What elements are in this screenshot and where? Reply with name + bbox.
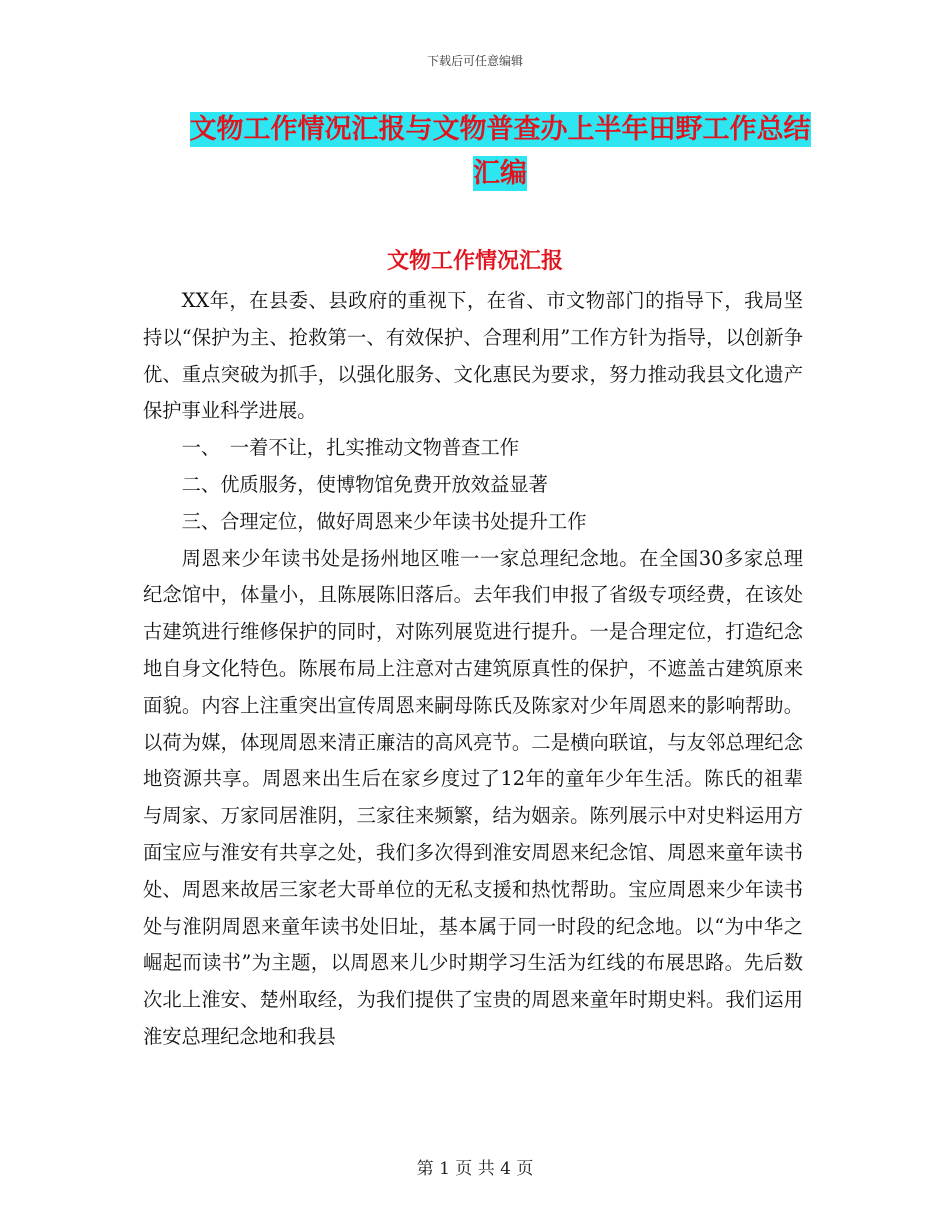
heading-item-1: 一、 一着不让，扎实推动文物普查工作 (181, 436, 520, 460)
title-line-1: 文物工作情况汇报与文物普查办上半年田野工作总结 (189, 114, 811, 145)
page-header: 下载后可任意编辑 (426, 54, 523, 68)
heading-item-2: 二、优质服务，使博物馆免费开放效益显著 (181, 472, 548, 496)
document-title (140, 108, 860, 196)
paragraph-intro: XX年，在县委、县政府的重视下，在省、市文物部门的指导下，我局坚持以“保护为主、抢救第一、有效保护、合理利用”工作方针为指导，以创新争优、重点突破为抓手，以强化服务、文化惠民为要求，努力推动我县文化遗产保护事业科学进展。 (143, 289, 803, 423)
page-footer: 第 1 页 共 4 页 (416, 1159, 534, 1179)
title-line-2: 汇编 (473, 158, 527, 189)
paragraph-detail: 周恩来少年读书处是扬州地区唯一一家总理纪念地。在全国30多家总理纪念馆中，体量小，且陈展陈旧落后。去年我们申报了省级专项经费，在该处古建筑进行维修保护的同时，对陈列展览进行提升。一是合理定位，打造纪念地自身文化特色。陈展布局上注意对古建筑原真性的保护，不遮盖古建筑原来面貌。内容上注重突出宣传周恩来嗣母陈氏及陈家对少年周恩来的影响帮助。以荷为媒，体现周恩来清正廉洁的高风亮节。二是横向联谊，与友邻总理纪念地资源共享。周恩来出生后在家乡度过了12年的童年少年生活。陈氏的祖辈与周家、万家同居淮阴，三家往来频繁，结为姻亲。陈列展示中对史料运用方面宝应与淮安有共享之处，我们多次得到淮安周恩来纪念馆、周恩来童年读书处、周恩来故居三家老大哥单位的无私支援和热忱帮助。宝应周恩来少年读书处与淮阴周恩来童年读书处旧址，基本属于同一时段的纪念地。以“为中华之崛起而读书”为主题，以周恩来儿少时期学习生活为红线的布展思路。先后数次北上淮安、楚州取经，为我们提供了宝贵的周恩来童年时期史料。我们运用淮安总理纪念地和我县 (143, 546, 803, 1048)
document-body (143, 283, 803, 1056)
heading-item-3: 三、合理定位，做好周恩来少年读书处提升工作 (181, 509, 587, 533)
section-title: 文物工作情况汇报 (386, 249, 563, 274)
